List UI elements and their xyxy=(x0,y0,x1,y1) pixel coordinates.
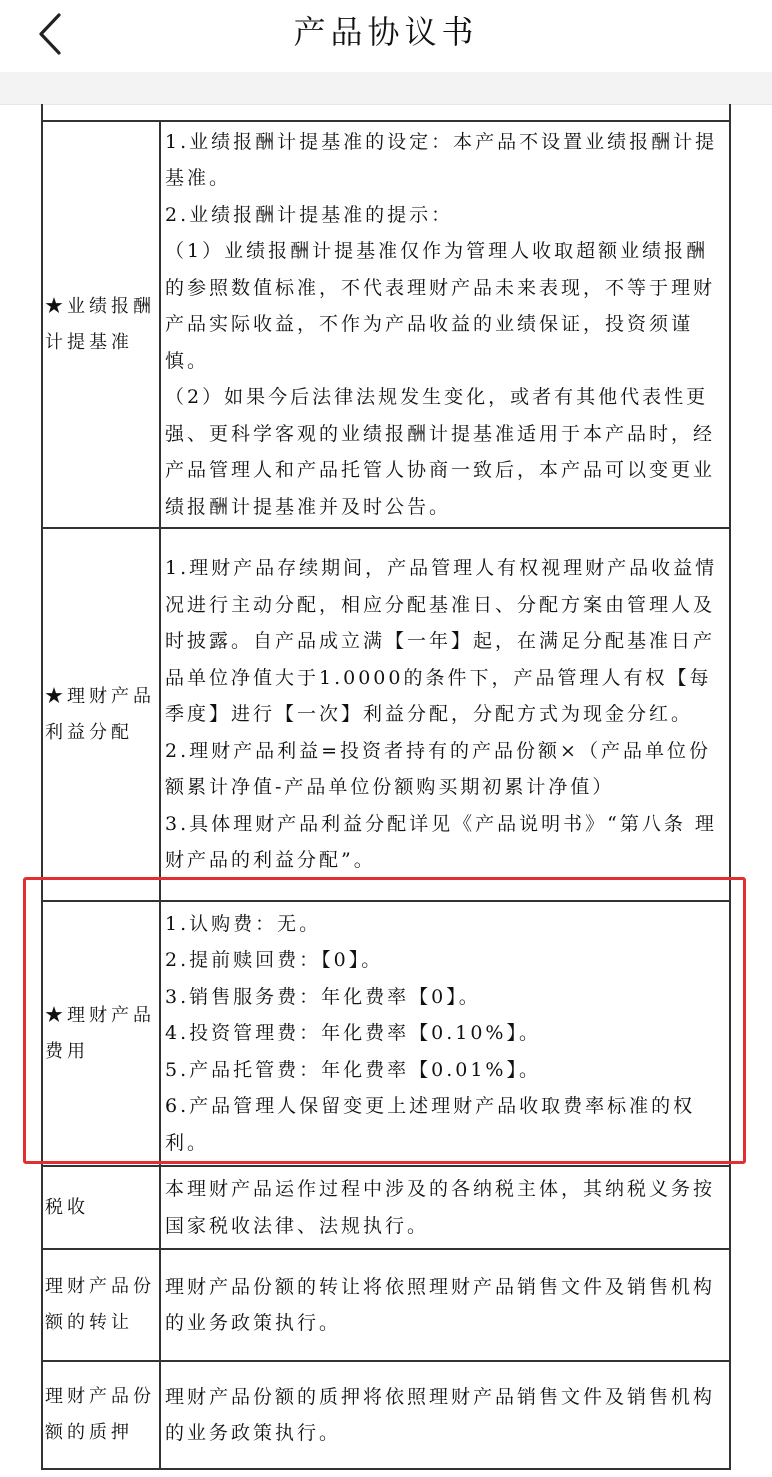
row-label-tax: 税收 xyxy=(42,1166,160,1249)
row-content-product-fees: 1.认购费：无。 2.提前赎回费：【0】。 3.销售服务费：年化费率【0】。 4.投资管理费：年化费率【0.10%】。 5.产品托管费：年化费率【0.01%】。 6.产品管理人保留变更上述理财产品收取费率标准的权利。 xyxy=(160,901,730,1166)
row-label-performance-benchmark: ★业绩报酬计提基准 xyxy=(42,121,160,528)
page-title: 产品协议书 xyxy=(293,13,479,51)
table-row xyxy=(42,528,730,901)
table-row xyxy=(42,901,730,1166)
row-label-share-transfer: 理财产品份额的转让 xyxy=(42,1249,160,1361)
row-label-share-pledge: 理财产品份额的质押 xyxy=(42,1361,160,1469)
table-row xyxy=(42,121,730,528)
table-row xyxy=(42,1361,730,1469)
row-content-share-pledge: 理财产品份额的质押将依照理财产品销售文件及销售机构的业务政策执行。 xyxy=(160,1361,730,1469)
nav-divider-band xyxy=(0,72,772,105)
product-agreement-table xyxy=(41,120,731,1470)
row-label-profit-distribution: ★理财产品利益分配 xyxy=(42,528,160,901)
row-content-share-transfer: 理财产品份额的转让将依照理财产品销售文件及销售机构的业务政策执行。 xyxy=(160,1249,730,1361)
table-row xyxy=(42,1249,730,1361)
nav-bar xyxy=(0,0,772,72)
row-label-product-fees: ★理财产品费用 xyxy=(42,901,160,1166)
row-content-performance-benchmark: 1.业绩报酬计提基准的设定：本产品不设置业绩报酬计提基准。 2.业绩报酬计提基准的提示： （1）业绩报酬计提基准仅作为管理人收取超额业绩报酬的参照数值标准，不代表理财产品未来表现，不等于理财产品实际收益，不作为产品收益的业绩保证，投资须谨慎。 （2）如果今后法律法规发生变化，或者有其他代表性更强、更科学客观的业绩报酬计提基准适用于本产品时，经产品管理人和产品托管人协商一致后，本产品可以变更业绩报酬计提基准并及时公告。 xyxy=(160,121,730,528)
row-content-tax: 本理财产品运作过程中涉及的各纳税主体，其纳税义务按国家税收法律、法规执行。 xyxy=(160,1166,730,1249)
row-content-profit-distribution: 1.理财产品存续期间，产品管理人有权视理财产品收益情况进行主动分配，相应分配基准日、分配方案由管理人及时披露。自产品成立满【一年】起，在满足分配基准日产品单位净值大于1.0000的条件下，产品管理人有权【每季度】进行【一次】利益分配，分配方式为现金分红。 2.理财产品利益=投资者持有的产品份额×（产品单位份额累计净值-产品单位份额购买期初累计净值） 3.具体理财产品利益分配详见《产品说明书》“第八条 理财产品的利益分配”。 xyxy=(160,528,730,901)
document-viewer[interactable] xyxy=(41,104,731,1477)
partial-row-above xyxy=(41,104,731,120)
table-row xyxy=(42,1166,730,1249)
